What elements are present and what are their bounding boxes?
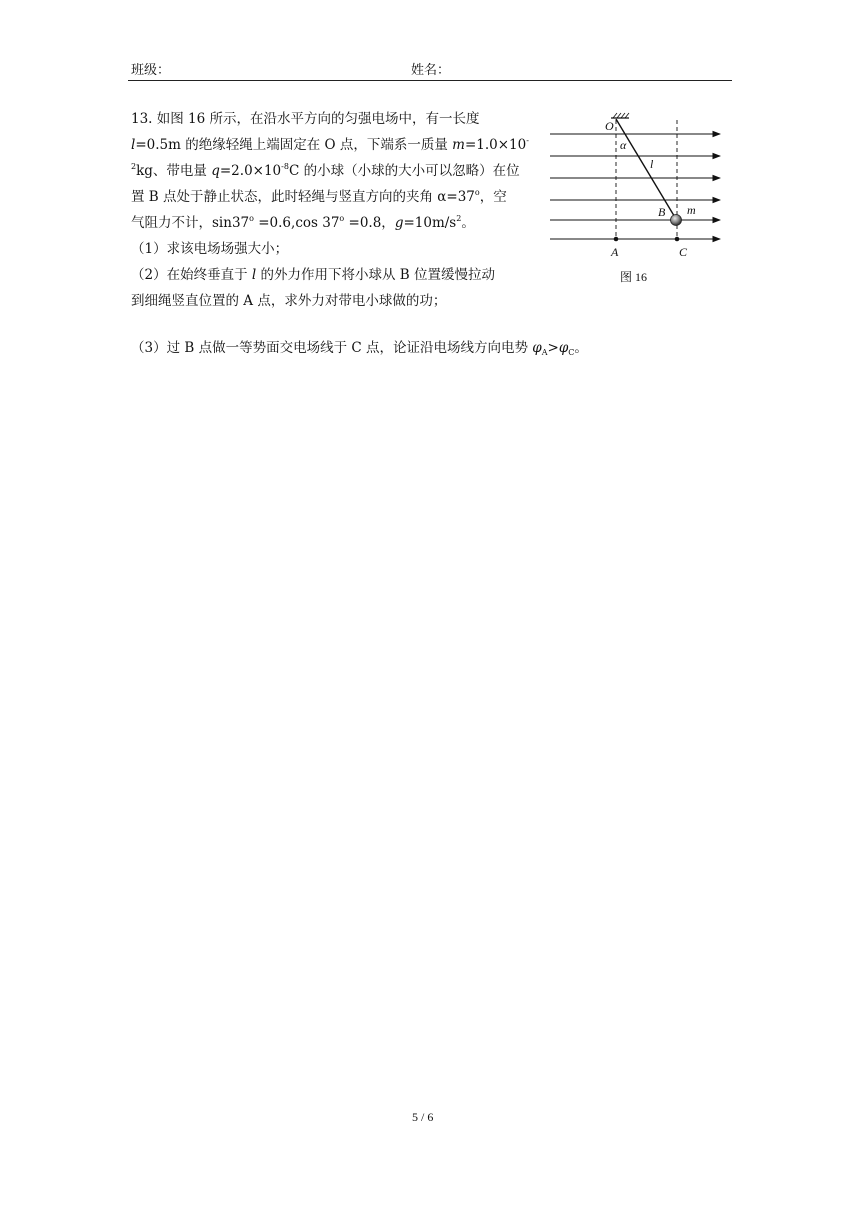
charged-ball [671, 215, 682, 226]
problem-line-3: $^2$kg、带电量 $q=2.0\times 10^{-8}C$ 的小球（小球的大小可以忽略）在位 [131, 162, 520, 179]
label-l: l [650, 157, 654, 171]
question-3: （3）过 B 点做一等势面交电场线于 C 点，论证沿电场线方向电势 $\varphi_A>\varphi_C$。 [131, 340, 588, 357]
point-A [614, 237, 619, 242]
field-diagram [548, 110, 730, 270]
question-1: （1）求该电场场强大小； [131, 241, 289, 257]
problem-line-4: 置 B 点处于静止状态，此时轻绳与竖直方向的夹角 $\alpha=37^o$，空 [131, 188, 507, 205]
label-m: m [687, 203, 696, 217]
class-label: 班级： [131, 63, 171, 78]
problem-line-1: 13. 如图 16 所示，在沿水平方向的匀强电场中，有一长度 [131, 111, 480, 127]
point-C [675, 237, 680, 242]
header-rule [128, 80, 732, 81]
label-A: A [611, 245, 619, 259]
page-number: 5 / 6 [412, 1110, 434, 1124]
problem-line-5: 气阻力不计，$\sin 37^o =0.6,\cos$ $37^o =0.8$，$g=10m/s^2$。 [131, 214, 475, 231]
question-2-line-1: （2）在始终垂直于 l 的外力作用下将小球从 B 位置缓慢拉动 [131, 267, 496, 283]
page-header [131, 62, 731, 80]
figure-caption: 图 16 [620, 270, 648, 284]
label-B: B [658, 205, 666, 219]
label-O: O [605, 119, 614, 133]
problem-line-2: l=0.5m 的绝缘轻绳上端固定在 O 点，下端系一质量 m=1.0×10- [131, 136, 529, 153]
figure-16 [548, 110, 730, 285]
problem-13 [131, 106, 541, 314]
name-label: 姓名： [411, 63, 451, 78]
question-2-line-2: 到细绳竖直位置的 A 点，求外力对带电小球做的功； [131, 293, 447, 309]
ceiling-support [611, 113, 629, 118]
label-C: C [679, 245, 688, 259]
label-alpha: α [620, 138, 627, 152]
